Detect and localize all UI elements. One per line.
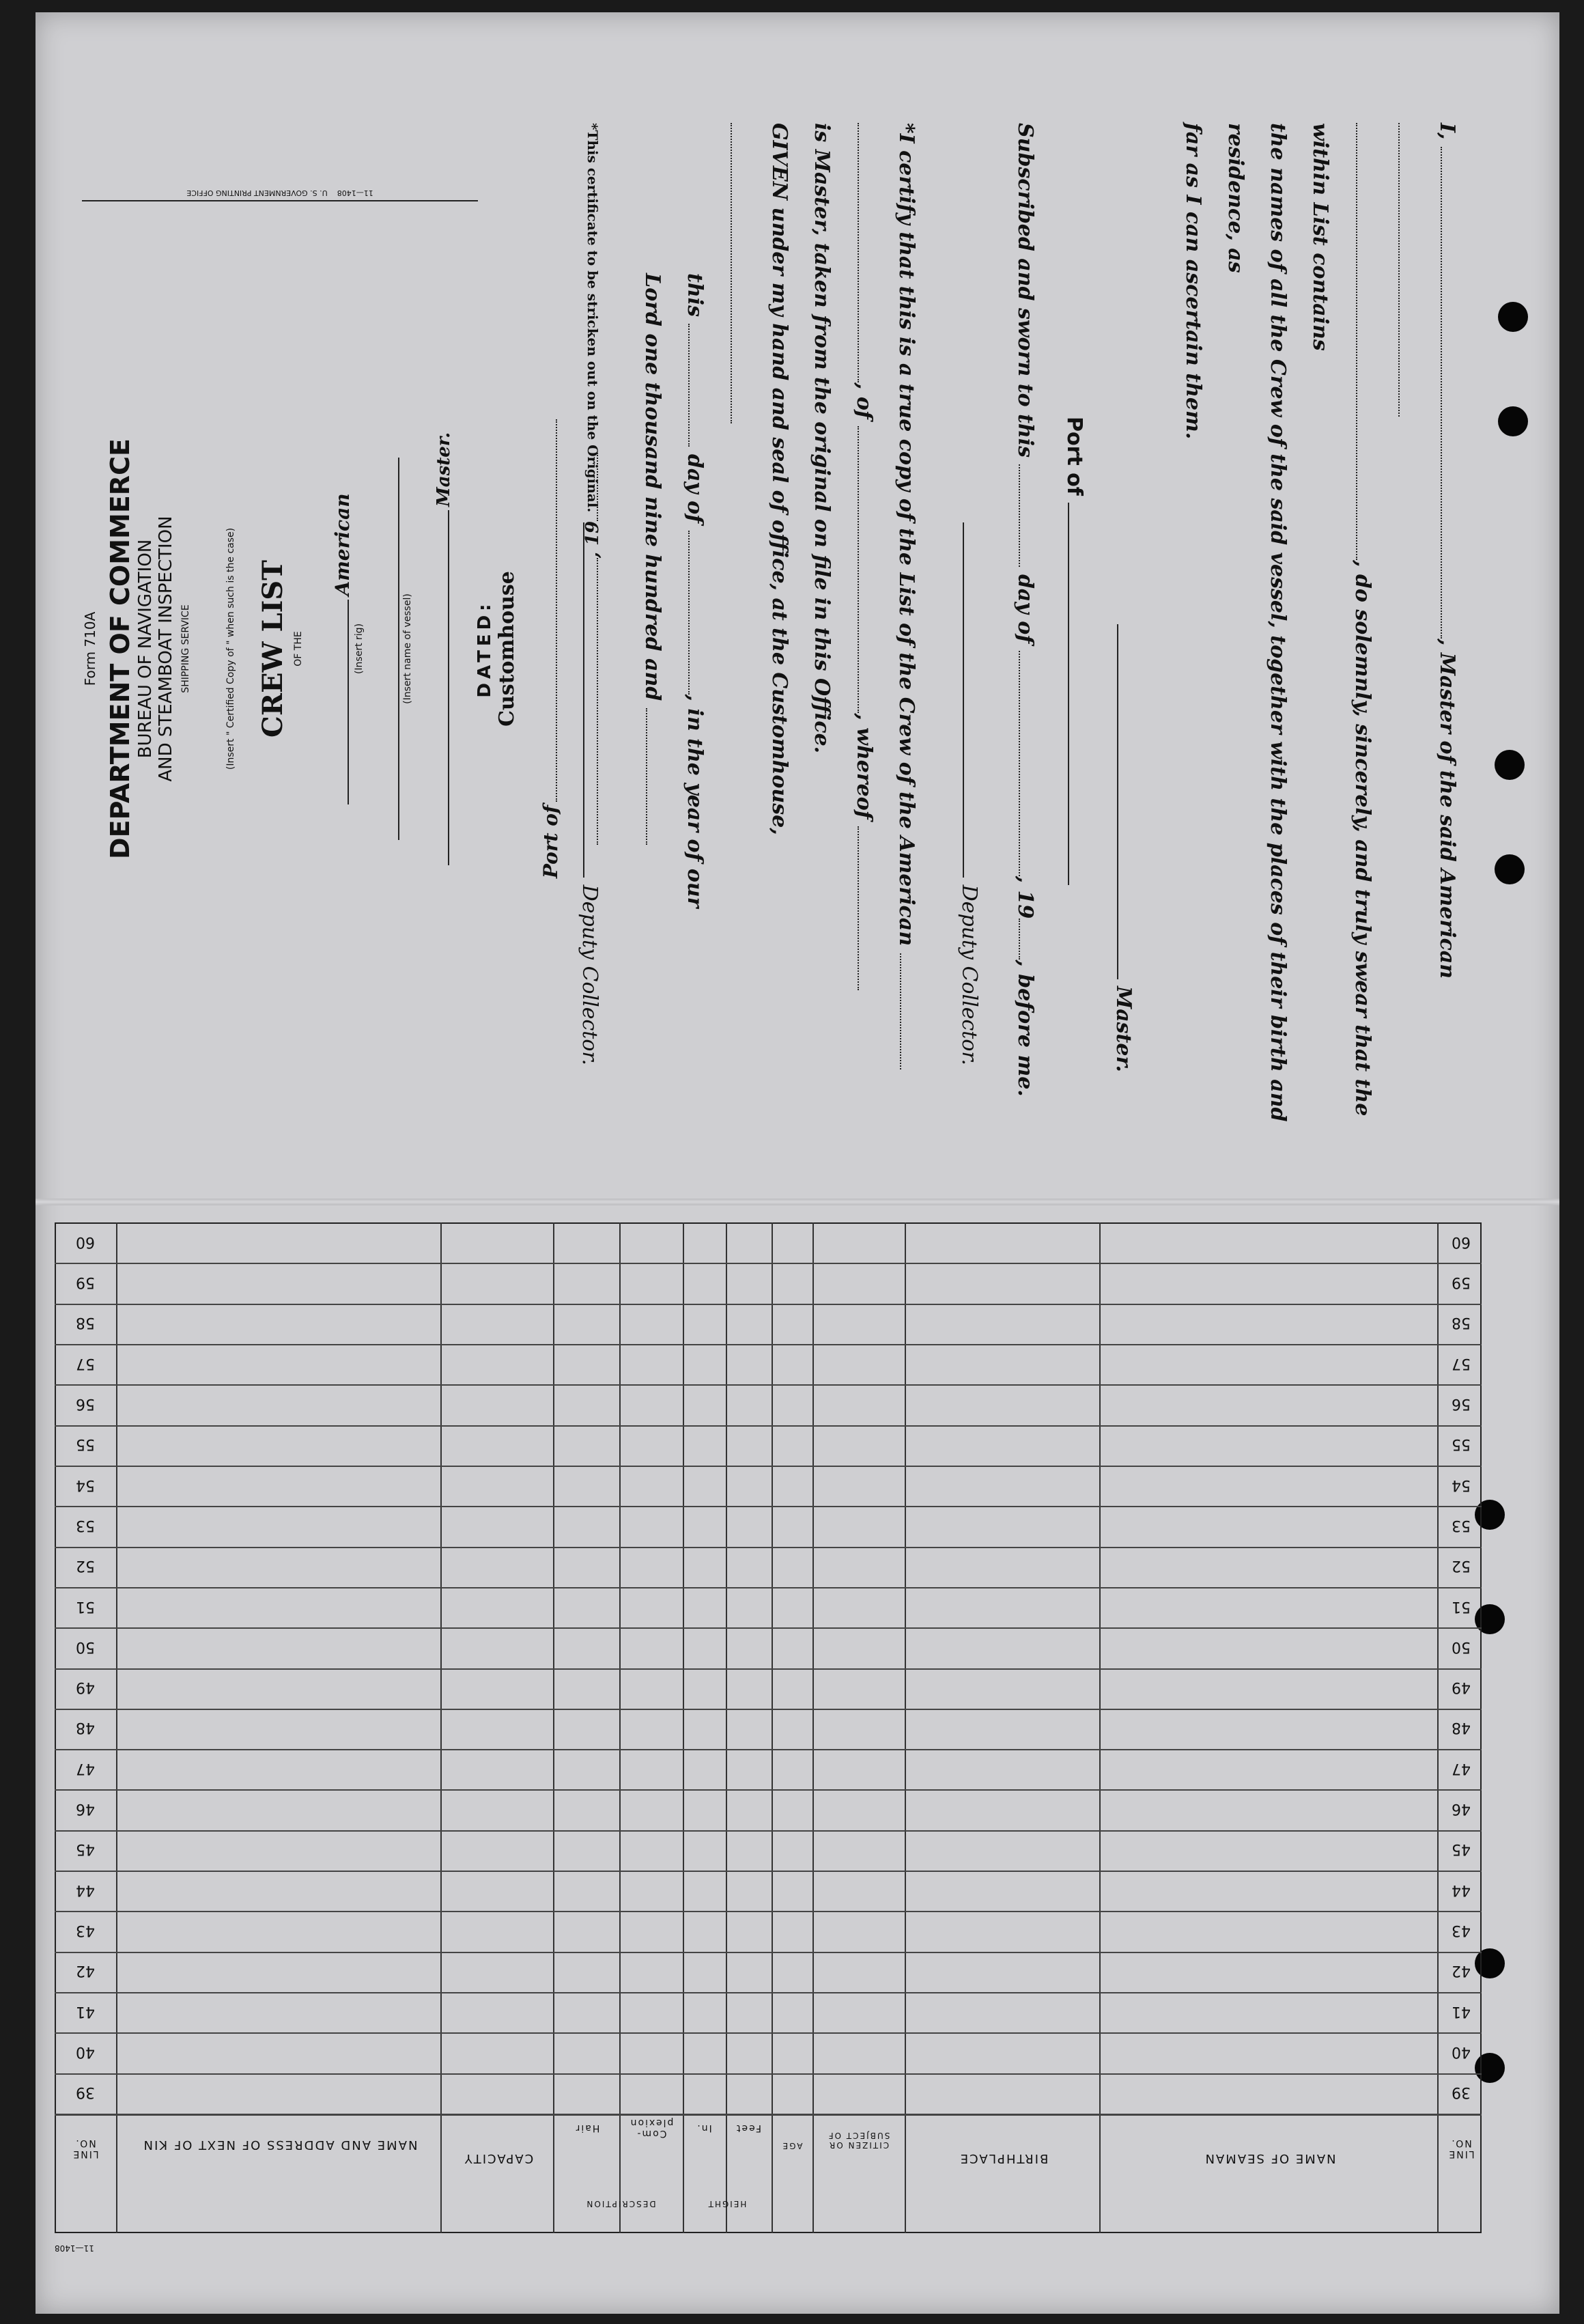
row-number-right: 45 — [1452, 1840, 1471, 1858]
page-fold — [36, 1199, 1559, 1205]
row-number-right: 57 — [1452, 1354, 1471, 1372]
row-number-left: 53 — [76, 1516, 95, 1534]
row-number-right: 55 — [1452, 1436, 1471, 1453]
row-number-left: 54 — [76, 1476, 95, 1494]
row-rule — [55, 1830, 1482, 1832]
row-rule — [55, 1304, 1482, 1305]
row-number-right: 46 — [1452, 1800, 1471, 1818]
header-line-no-left: LINE NO. — [72, 2138, 99, 2159]
header-height: HEIGHT — [707, 2199, 747, 2209]
punch-hole — [1498, 406, 1528, 436]
row-number-left: 43 — [76, 1922, 95, 1940]
row-rule — [55, 1344, 1482, 1345]
row-rule — [55, 1709, 1482, 1710]
row-number-right: 60 — [1452, 1233, 1471, 1250]
row-number-left: 39 — [76, 2084, 95, 2101]
row-number-right: 44 — [1452, 1881, 1471, 1899]
whereof-line: , of , whereof — [843, 123, 885, 1134]
row-number-left: 51 — [76, 1597, 95, 1615]
header-capacity: CAPACITY — [463, 2151, 534, 2166]
row-rule — [55, 2073, 1482, 2075]
row-number-right: 42 — [1452, 1962, 1471, 1980]
row-number-left: 52 — [76, 1557, 95, 1575]
row-number-right: 48 — [1452, 1719, 1471, 1737]
row-rule — [55, 1425, 1482, 1427]
row-number-right: 47 — [1452, 1759, 1471, 1777]
this-day-line: this day of , in the year of our — [683, 273, 707, 908]
form-number: Form 710A — [82, 611, 98, 686]
subscribed-line: Subscribed and sworn to this day of , 19, before me. — [1013, 123, 1037, 1097]
department-title: DEPARTMENT OF COMMERCE — [105, 438, 135, 859]
row-number-left: 59 — [76, 1273, 95, 1291]
header-description: DESCRIPTION — [585, 2199, 656, 2209]
crew-list-title: CREW LIST — [257, 560, 289, 738]
footnote: *This certificate to be stricken out on the Original. — [584, 123, 601, 513]
cert-line-3: the names of all the Crew of the said vessel, together with the places of their birth and residence, as — [1224, 123, 1290, 1122]
row-rule — [55, 1627, 1482, 1629]
header-birthplace: BIRTHPLACE — [959, 2151, 1049, 2166]
header-name-of-seaman: NAME OF SEAMAN — [1204, 2151, 1336, 2166]
cover-port-of: Port of — [539, 804, 562, 879]
row-rule — [55, 1506, 1482, 1507]
row-number-right: 51 — [1452, 1597, 1471, 1615]
row-number-left: 44 — [76, 1881, 95, 1899]
punch-hole — [1495, 750, 1525, 780]
row-number-right: 52 — [1452, 1557, 1471, 1575]
row-rule — [55, 1587, 1482, 1588]
row-number-right: 56 — [1452, 1395, 1471, 1412]
dated-label: DATED: — [475, 600, 495, 698]
lord-line: Lord one thousand nine hundred and — [631, 123, 673, 1134]
row-rule — [55, 1992, 1482, 1993]
bureau-title-2: AND STEAMBOAT INSPECTION — [156, 516, 176, 782]
row-number-right: 40 — [1452, 2043, 1471, 2061]
row-rule — [55, 1263, 1482, 1264]
given-line: GIVEN under my hand and seal of office, at the Customhouse, — [716, 123, 800, 1134]
cover-master-label: Master. — [434, 432, 454, 507]
certified-note: (Insert " Certified Copy of " when such is the case) — [225, 527, 236, 770]
row-rule — [55, 1789, 1482, 1791]
row-rule — [55, 1547, 1482, 1548]
row-number-left: 60 — [76, 1233, 95, 1250]
row-rule — [55, 1466, 1482, 1467]
header-line-no-right: LINE NO. — [1447, 2138, 1475, 2159]
cert-line-1: I, , Master of the said American — [1383, 123, 1468, 1134]
row-number-left: 50 — [76, 1638, 95, 1655]
header-citizen: CITIZEN OR SUBJECT OF — [827, 2131, 890, 2150]
crew-table — [55, 1222, 1482, 2253]
row-number-left: 45 — [76, 1840, 95, 1858]
cert-line-4: far as I can ascertain them. — [1181, 123, 1205, 440]
row-rule — [55, 1952, 1482, 1953]
row-number-right: 49 — [1452, 1679, 1471, 1696]
table-print-code: 11—1408 — [55, 2243, 94, 2253]
row-rule — [55, 1384, 1482, 1386]
row-number-left: 58 — [76, 1314, 95, 1332]
header-feet: Feet — [735, 2123, 762, 2133]
row-number-left: 46 — [76, 1800, 95, 1818]
is-master-line: is Master, taken from the original on file in this Office. — [810, 123, 834, 754]
insert-vessel-note: (Insert name of vessel) — [402, 593, 413, 704]
row-number-right: 54 — [1452, 1476, 1471, 1494]
certify-line: *I certify that this is a true copy of the List of the Crew of the American — [885, 123, 927, 1134]
service-label: SHIPPING SERVICE — [180, 604, 191, 693]
master-signature-label: Master. — [1112, 986, 1135, 1072]
row-number-left: 48 — [76, 1719, 95, 1737]
row-number-left: 57 — [76, 1354, 95, 1372]
row-number-right: 58 — [1452, 1314, 1471, 1332]
bureau-title: BUREAU OF NAVIGATION — [135, 539, 156, 759]
row-number-right: 50 — [1452, 1638, 1471, 1655]
printing-office-line: 11—1408 U. S. GOVERNMENT PRINTING OFFICE — [82, 188, 478, 201]
insert-rig-note: (Insert rig) — [354, 623, 365, 675]
cert-line-2: , do solemnly, sincerely, and truly swear that the within List contains — [1308, 123, 1374, 1117]
row-number-right: 43 — [1452, 1922, 1471, 1940]
row-number-left: 47 — [76, 1759, 95, 1777]
row-number-right: 59 — [1452, 1273, 1471, 1291]
deputy-collector-label: Deputy Collector. — [957, 884, 981, 1065]
deputy-collector-label-2: Deputy Collector. — [578, 884, 602, 1065]
row-rule — [55, 1871, 1482, 1872]
of-the-label: OF THE — [293, 631, 304, 667]
punch-hole — [1498, 302, 1528, 332]
row-number-left: 42 — [76, 1962, 95, 1980]
row-number-right: 41 — [1452, 2002, 1471, 2020]
row-number-left: 55 — [76, 1436, 95, 1453]
row-number-left: 41 — [76, 2002, 95, 2020]
american-label: American — [331, 493, 354, 596]
punch-hole — [1495, 854, 1525, 884]
row-number-right: 53 — [1452, 1516, 1471, 1534]
row-rule — [55, 1668, 1482, 1670]
header-age: AGE — [781, 2141, 803, 2151]
row-number-left: 40 — [76, 2043, 95, 2061]
row-number-left: 49 — [76, 1679, 95, 1696]
header-next-of-kin: NAME AND ADDRESS OF NEXT OF KIN — [142, 2138, 418, 2152]
row-rule — [55, 1749, 1482, 1750]
header-hair: Hair — [574, 2123, 600, 2133]
header-complexion: Com-plexion — [629, 2117, 674, 2139]
header-inches: In. — [696, 2123, 712, 2133]
row-rule — [55, 2032, 1482, 2034]
port-of-label: Port of — [1062, 417, 1086, 496]
customhouse-label: Customhouse — [495, 571, 519, 727]
row-number-right: 39 — [1452, 2084, 1471, 2101]
row-number-left: 56 — [76, 1395, 95, 1412]
cover-year: , 19 — [582, 520, 603, 559]
row-rule — [55, 1911, 1482, 1912]
certificate-block — [553, 123, 1468, 1134]
